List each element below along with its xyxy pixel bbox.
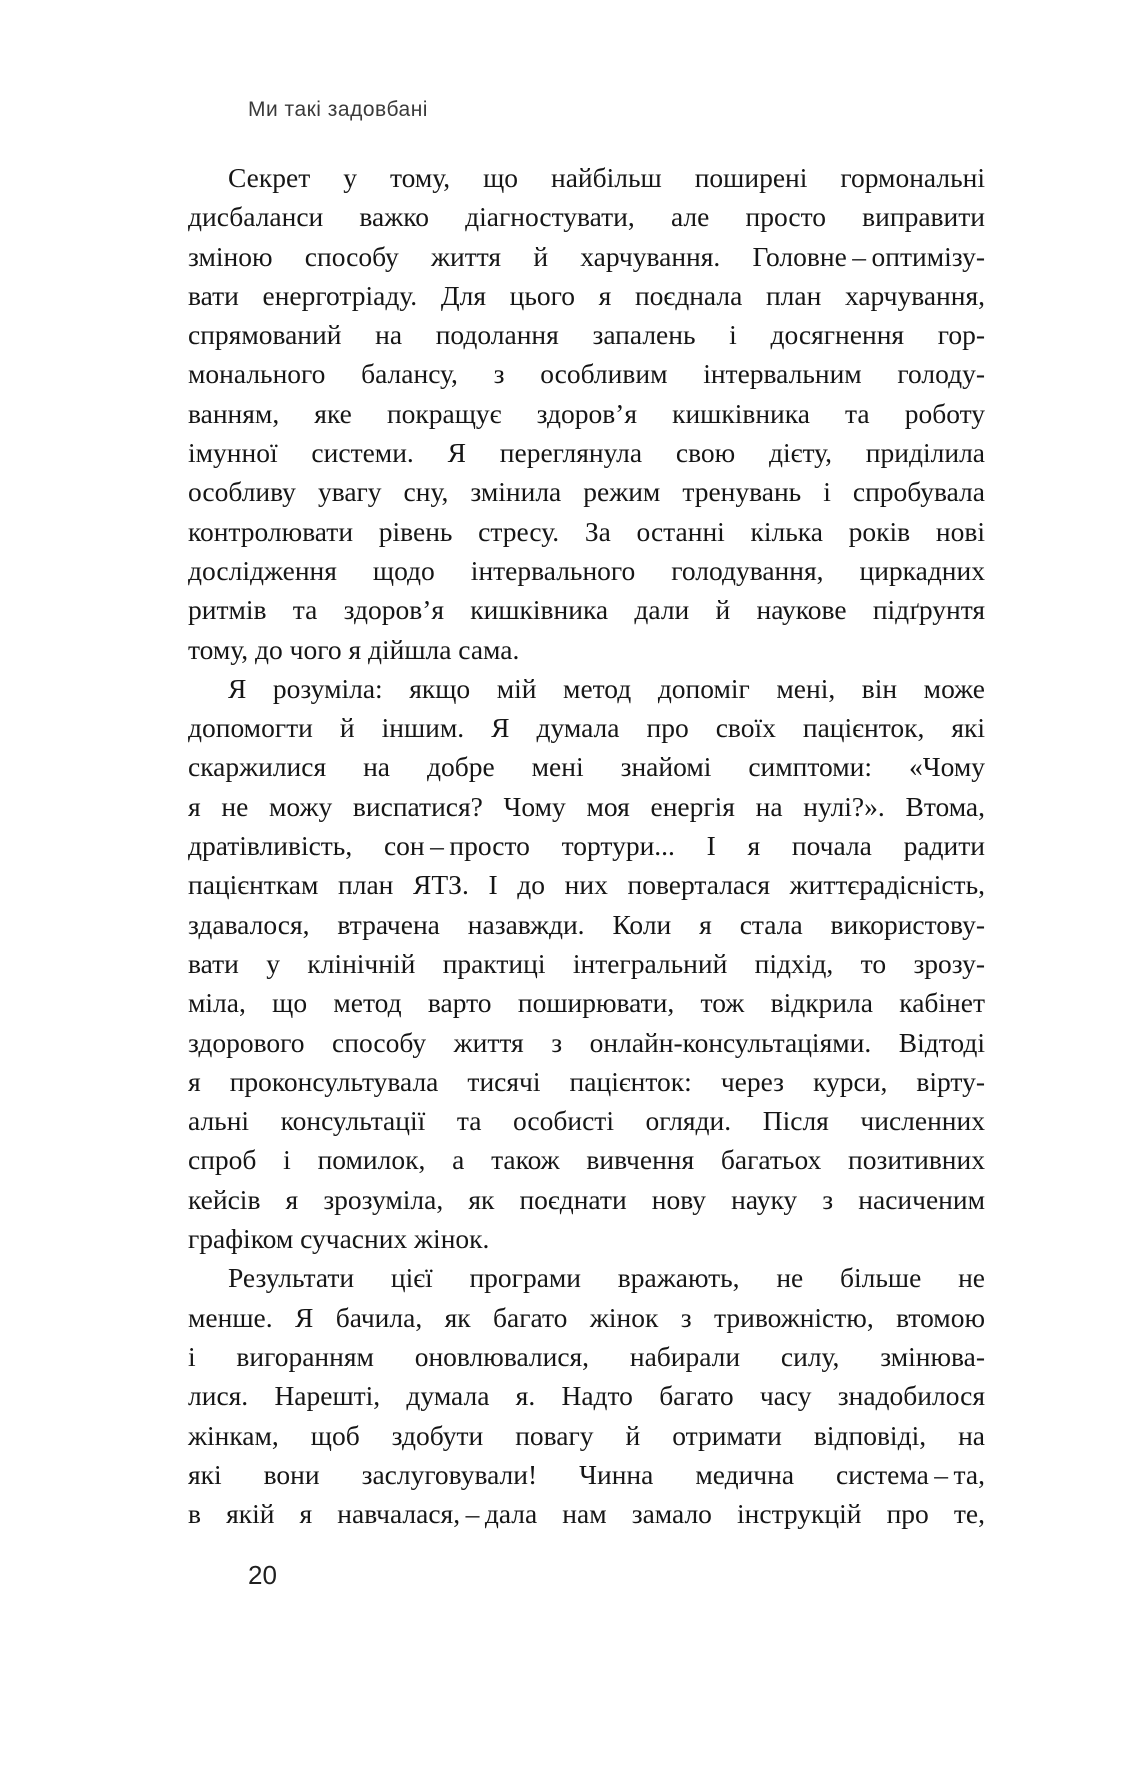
body-line: монального балансу, з особливим інтервальним голоду- [188,358,985,390]
body-line: зміною способу життя й харчування. Головне – оптимізу- [188,240,985,272]
body-line: спрямований на подолання запалень і досягнення гор- [188,319,985,351]
page-number: 20 [248,1560,277,1590]
body-line: жінкам, щоб здобути повагу й отримати відповіді, на [188,1419,985,1451]
body-line: Секрет у тому, що найбільш поширені гормональні [228,162,985,193]
body-line: дратівливість, сон – просто тортури... І я почала радити [188,830,985,862]
paragraph [188,158,985,669]
body-line: Результати цієї програми вражають, не більше не [228,1262,985,1294]
body-line: Я розуміла: якщо мій метод допоміг мені, він може [228,672,985,704]
body-line: міла, що метод варто поширювати, тож відкрила кабінет [188,987,985,1019]
body-line: імунної системи. Я переглянула свою дієту, приділила [188,437,985,469]
body-line: менше. Я бачила, як багато жінок з тривожністю, втомою [188,1301,985,1333]
paragraph [188,1258,985,1533]
body-line: я не можу виспатися? Чому моя енергія на нулі?». Втома, [188,790,985,822]
body-line: пацієнткам план ЯТЗ. І до них поверталася життєрадісність, [188,869,985,901]
body-line: вати енерготріаду. Для цього я поєднала план харчування, [188,279,985,311]
body-line: які вони заслуговували! Чинна медична система – та, [188,1458,985,1490]
body-line: здавалося, втрачена назавжди. Коли я стала використову- [188,908,985,940]
body-line: ванням, яке покращує здоров’я кишківника та роботу [188,397,985,429]
paragraph [188,669,985,1258]
body-line: контролювати рівень стресу. За останні кілька років нові [188,515,985,547]
body-line: кейсів я зрозуміла, як поєднати нову науку з насиченим [188,1183,985,1215]
body-line: здорового способу життя з онлайн-консультаціями. Відтоді [188,1026,985,1058]
body-line: дослідження щодо інтервального голодування, циркадних [188,554,985,586]
body-line: дисбаланси важко діагностувати, але просто виправити [188,201,985,233]
body-line: допомогти й іншим. Я думала про своїх пацієнток, які [188,712,985,744]
body-text [188,158,985,1533]
body-line: альні консультації та особисті огляди. Після численних [188,1105,985,1137]
body-line: лися. Нарешті, думала я. Надто багато часу знадобилося [188,1380,985,1412]
body-line: я проконсультувала тисячі пацієнток: через курси, вірту- [188,1065,985,1097]
running-header: Ми такі задовбані [248,98,428,121]
body-line: особливу увагу сну, змінила режим тренувань і спробувала [188,476,985,508]
body-line: тому, до чого я дійшла сама. [188,633,520,665]
body-line: в якій я навчалася, – дала нам замало інструкцій про те, [188,1498,985,1530]
body-line: спроб і помилок, а також вивчення багатьох позитивних [188,1144,985,1176]
body-line: графіком сучасних жінок. [188,1223,490,1255]
body-line: вати у клінічній практиці інтегральний підхід, то зрозу- [188,947,985,979]
body-line: і вигоранням оновлювалися, набирали силу, змінюва- [188,1340,985,1372]
body-line: скаржилися на добре мені знайомі симптоми: «Чому [188,751,985,783]
body-line: ритмів та здоров’я кишківника дали й наукове підґрунтя [188,594,985,626]
